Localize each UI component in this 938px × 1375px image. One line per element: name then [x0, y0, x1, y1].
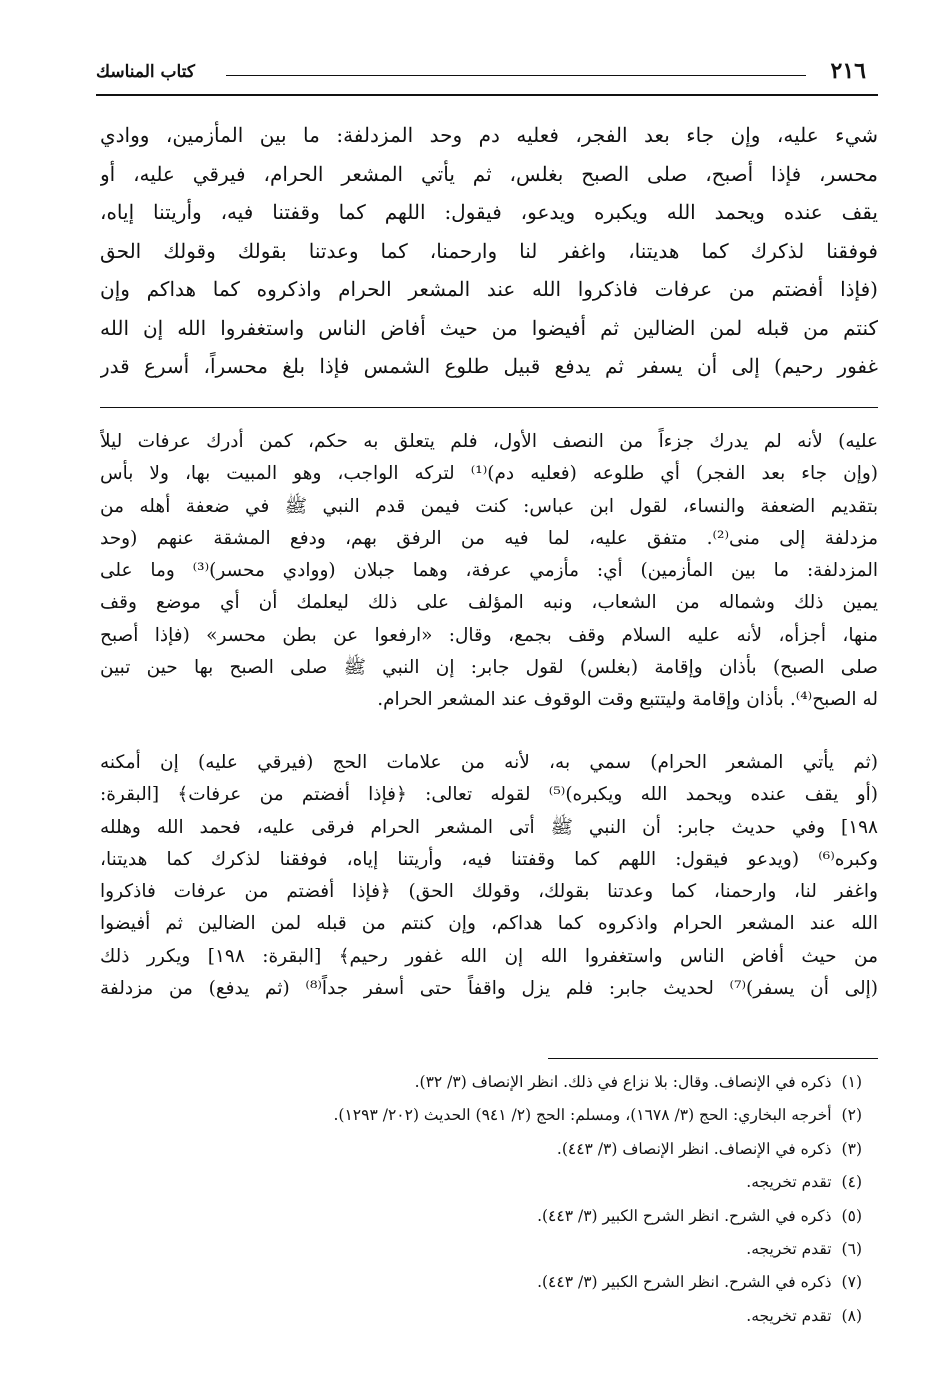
footnote-text: تقدم تخريجه.	[746, 1239, 832, 1258]
main-text-line: فوفقنا لذكرك كما هديتنا، واغفر لنا وارحمنا، كما وعدتنا بقولك وقولك الحق	[100, 238, 878, 263]
commentary-line: صلى الصبح) بأذان وإقامة (بغلس) لقول جابر: إن النبي ﷺ صلى الصبح بها حين تبين	[100, 657, 878, 679]
commentary-line: بتقديم الضعفة والنساء، لقول ابن عباس: كنت فيمن قدم النبي ﷺ في ضعفة أهله من	[100, 495, 878, 517]
footnote	[162, 1266, 862, 1299]
footnote-text: ذكره في الإنصاف. وقال: بلا نزاع في ذلك. انظر الإنصاف (٣/ ٣٢).	[414, 1073, 832, 1091]
commentary-line: عليه) لأنه لم يدرك جزءاً من النصف الأول، فلم يتعلق به حكم، كمن أدرك عرفات ليلاً	[100, 431, 878, 452]
main-text-line: شيء عليه، وإن جاء بعد الفجر، فعليه دم وحد المزدلفة: ما بين المأزمين، ووادي	[100, 123, 878, 147]
footnote-text: تقدم تخريجه.	[746, 1173, 832, 1192]
commentary-line: ١٩٨] وفي حديث جابر: أن النبي ﷺ أتى المشعر الحرام فرقى عليه، فحمد الله وهلله	[100, 816, 878, 838]
commentary-line: (ثم يأتي المشعر الحرام) سمي به، لأنه من علامات الحج (فيرقي عليه) إن أمكنه	[100, 752, 878, 773]
commentary-paragraph-2	[100, 747, 878, 1005]
commentary-line: وكبره⁽⁶⁾ (ويدعو فيقول: اللهم كما وقفتنا فيه، وأريتنا إياه، فوفقنا لذكرك كما هديتنا،	[100, 848, 878, 870]
main-text-line: غفور رحيم) إلى أن يسفر ثم يدفع قبيل طلوع الشمس فإذا بلغ محسراً، أسرع قدر	[100, 354, 878, 378]
footnote-number: (٦)	[841, 1239, 862, 1258]
commentary-line: الله عند المشعر الحرام واذكروه كما هداكم، وإن كنتم من قبله لمن الضالين ثم أفيضوا	[100, 913, 878, 935]
footnote-number: (٥)	[841, 1206, 862, 1225]
footnote	[162, 1200, 862, 1233]
header-rule	[226, 75, 806, 76]
footnote	[162, 1300, 862, 1333]
footnote-number: (١)	[841, 1073, 862, 1091]
footnote	[162, 1066, 862, 1099]
footnote	[162, 1133, 862, 1166]
footnote-text: ذكره في الشرح. انظر الشرح الكبير (٣/ ٤٤٣).	[537, 1273, 832, 1292]
footnote-text: ذكره في الإنصاف. انظر الإنصاف (٣/ ٤٤٣).	[556, 1139, 832, 1158]
commentary-line: (وإن جاء بعد الفجر) أي طلوعه (فعليه دم)⁽¹⁾ لتركه الواجب، وهو المبيت بها، ولا بأس	[100, 463, 878, 485]
footnote-number: (٨)	[841, 1306, 862, 1325]
footnote-number: (٧)	[841, 1273, 862, 1292]
commentary-line: (إلى أن يسفر)⁽⁷⁾ لحديث جابر: فلم يزل واقفاً حتى أسفر جداً⁽⁸⁾ (ثم يدفع) من مزدلفة	[100, 978, 878, 1000]
page-number: ٢١٦	[830, 58, 866, 84]
footnote-number: (٢)	[841, 1106, 862, 1125]
footnote-text: تقدم تخريجه.	[746, 1306, 832, 1325]
commentary-line: يمين ذلك وشماله من الشعاب، ونبه المؤلف على ذلك ليعلمك أن أي موضع وقف	[100, 592, 878, 614]
commentary-line: واغفر لنا، وارحمنا، كما وعدتنا بقولك، وقولك الحق) ﴿فإذا أفضتم من عرفات فاذكروا	[100, 881, 878, 903]
footnote-text: أخرجه البخاري: الحج (٣/ ١٦٧٨)، ومسلم: الحج (٢/ ٩٤١) الحديث (٢٠٢/ ١٢٩٣).	[333, 1106, 832, 1125]
commentary-line: المزدلفة: ما بين المأزمين) أي: مأزمي عرفة، وهما جبلان (ووادي محسر)⁽³⁾ وما على	[100, 560, 878, 582]
footnotes	[162, 1066, 862, 1333]
main-text-line: (فإذا أفضتم من عرفات فاذكروا الله عند المشعر الحرام واذكروه كما هداكم وإن	[100, 277, 878, 301]
commentary-line: (أو يقف عنده ويحمد الله ويكبره)⁽⁵⁾ لقوله تعالى: ﴿فإذا أفضتم من عرفات﴾ [البقرة:	[100, 784, 878, 806]
commentary-line: منها، أجزأه، لأنه عليه السلام وقف بجمع، وقال: «ارفعوا عن بطن محسر» (فإذا أصبح	[100, 624, 878, 646]
footnote	[162, 1099, 862, 1132]
main-text	[100, 116, 878, 386]
footnote-text: ذكره في الشرح. انظر الشرح الكبير (٣/ ٤٤٣).	[537, 1206, 832, 1225]
commentary-paragraph-1	[100, 426, 878, 717]
page-header	[96, 58, 878, 96]
commentary-line: من حيث أفاض الناس واستغفروا الله إن الله غفور رحيم﴾ [البقرة: ١٩٨] ويكرر ذلك	[100, 945, 878, 967]
main-text-line: محسر، فإذا أصبح، صلى الصبح بغلس، ثم يأتي المشعر الحرام، فيرقي عليه، أو	[100, 161, 878, 186]
footnote-number: (٣)	[841, 1139, 862, 1158]
commentary-line: له الصبح⁽⁴⁾. بأذان وإقامة وليتتبع وقت الوقوف عند المشعر الحرام.	[377, 689, 878, 711]
main-text-separator	[100, 407, 878, 408]
footnote	[162, 1233, 862, 1266]
footnote-separator	[548, 1058, 878, 1059]
footnote	[162, 1166, 862, 1199]
main-text-line: يقف عنده ويحمد الله ويكبره ويدعو، فيقول: اللهم كما وقفتنا فيه، وأريتنا إياه،	[100, 200, 878, 224]
commentary-line: مزدلفة إلى منى⁽²⁾. متفق عليه، لما فيه من الرفق بهم، ودفع المشقة عنهم (وحد	[100, 527, 878, 549]
main-text-line: كنتم من قبله لمن الضالين ثم أفيضوا من حيث أفاض الناس واستغفروا الله إن الله	[100, 315, 878, 340]
book-title: كتاب المناسك	[96, 62, 195, 82]
footnote-number: (٤)	[841, 1173, 862, 1192]
